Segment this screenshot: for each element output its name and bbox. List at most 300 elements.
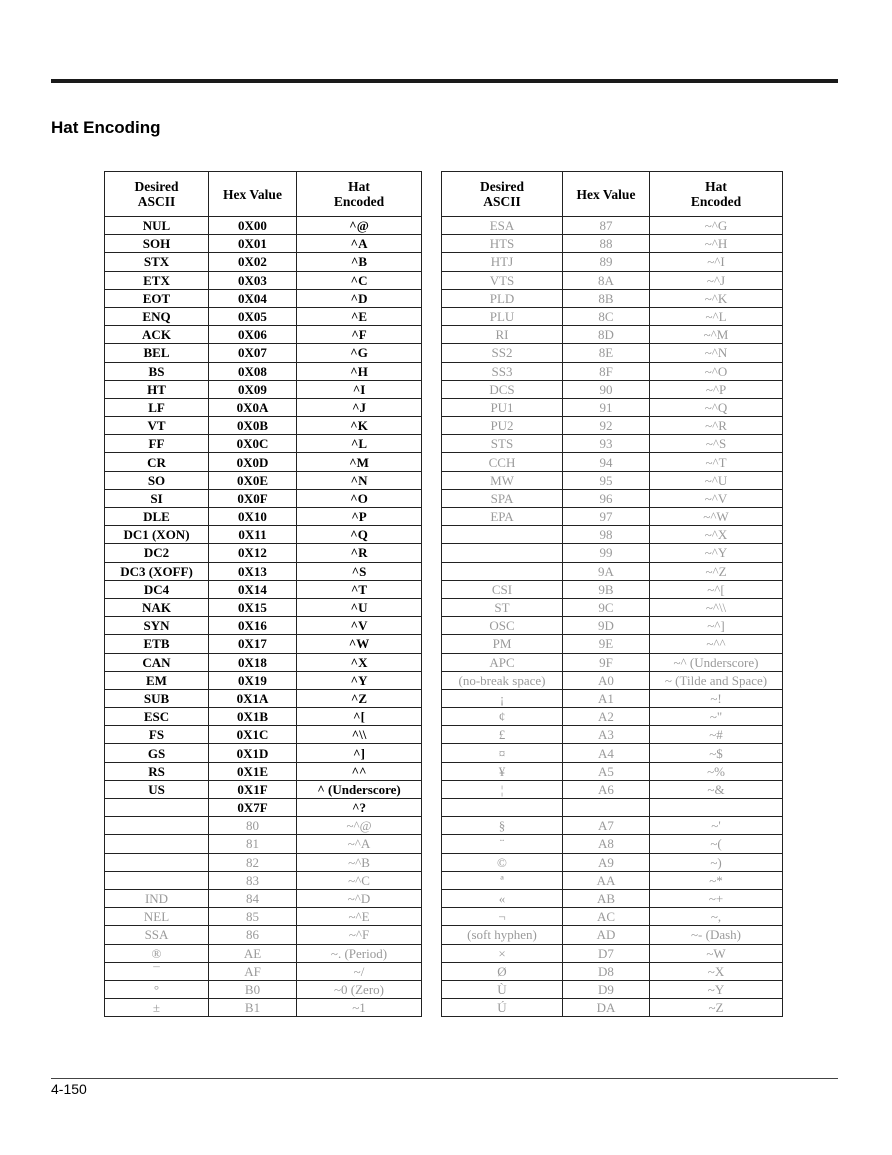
table-row [105,562,422,580]
hat-encoded-cell: ~! [650,689,783,707]
hex-value-cell: DA [563,999,650,1017]
table-row [105,762,422,780]
hat-encoded-cell: ~- (Dash) [650,926,783,944]
hat-encoded-cell: ~^G [650,217,783,235]
hex-value-cell: 80 [209,817,297,835]
hex-value-cell: AE [209,944,297,962]
desired-ascii-cell: NUL [105,217,209,235]
hat-encoded-cell: ~^\\ [650,598,783,616]
table-row [105,471,422,489]
hat-encoded-cell: ^X [297,653,422,671]
table-row [442,307,783,325]
desired-ascii-cell: ¦ [442,780,563,798]
desired-ascii-cell: (soft hyphen) [442,926,563,944]
hat-encoded-cell: ^@ [297,217,422,235]
hat-encoded-cell: ~^O [650,362,783,380]
table-row [105,598,422,616]
hat-encoded-cell: ^W [297,635,422,653]
desired-ascii-cell [105,817,209,835]
desired-ascii-cell: ESA [442,217,563,235]
table-row [442,526,783,544]
hex-value-cell: 81 [209,835,297,853]
table-row [442,889,783,907]
hat-encoded-cell: ~1 [297,999,422,1017]
hat-encoded-cell: ~^A [297,835,422,853]
desired-ascii-cell: BEL [105,344,209,362]
table-row [105,398,422,416]
hat-encoded-cell: ^Z [297,689,422,707]
table-row [105,526,422,544]
hat-encoded-cell: ^E [297,307,422,325]
desired-ascii-cell: (no-break space) [442,671,563,689]
table-row [105,307,422,325]
table-row [105,362,422,380]
desired-ascii-cell: DLE [105,508,209,526]
hat-encoded-cell: ~' [650,817,783,835]
hex-value-cell: 0X11 [209,526,297,544]
hex-value-cell: 9B [563,580,650,598]
hex-value-cell: 0X01 [209,235,297,253]
hex-value-cell: 88 [563,235,650,253]
desired-ascii-cell: STX [105,253,209,271]
hex-value-cell: 0X08 [209,362,297,380]
table-row [105,980,422,998]
desired-ascii-cell: « [442,889,563,907]
table-row [105,289,422,307]
hat-encoded-cell: ~, [650,908,783,926]
hex-value-cell: 0X14 [209,580,297,598]
desired-ascii-cell: DC2 [105,544,209,562]
desired-ascii-cell: ¡ [442,689,563,707]
desired-ascii-cell: DCS [442,380,563,398]
table-row [442,980,783,998]
desired-ascii-cell: NAK [105,598,209,616]
table-row [105,671,422,689]
table-row [105,835,422,853]
hat-encoded-cell: ~) [650,853,783,871]
hex-value-cell: 87 [563,217,650,235]
hex-value-cell: 0X7F [209,799,297,817]
hat-encoded-cell: ^\\ [297,726,422,744]
desired-ascii-cell: CR [105,453,209,471]
table-row [442,471,783,489]
hex-value-cell: 94 [563,453,650,471]
desired-ascii-cell: SS2 [442,344,563,362]
hat-encoding-table-left [104,171,422,1017]
hat-encoded-cell: ^G [297,344,422,362]
table-row [442,817,783,835]
hat-encoded-cell: ^[ [297,708,422,726]
table-row [442,635,783,653]
table-row [442,962,783,980]
hat-encoded-cell: ^F [297,326,422,344]
hex-value-cell: 0X18 [209,653,297,671]
hex-value-cell: 0X00 [209,217,297,235]
hex-value-cell: 99 [563,544,650,562]
desired-ascii-cell: SO [105,471,209,489]
desired-ascii-cell: US [105,780,209,798]
desired-ascii-cell [442,562,563,580]
hat-encoded-cell: ~^J [650,271,783,289]
hex-value-cell: 0X19 [209,671,297,689]
hex-value-cell: 0X10 [209,508,297,526]
table-row [105,417,422,435]
desired-ascii-cell: SSA [105,926,209,944]
column-header-desired-ascii: Desired ASCII [442,172,563,217]
hex-value-cell: 0X0D [209,453,297,471]
desired-ascii-cell: EM [105,671,209,689]
hex-value-cell: 0X13 [209,562,297,580]
hex-value-cell: 0X12 [209,544,297,562]
hat-encoded-cell: ^H [297,362,422,380]
desired-ascii-cell: NEL [105,908,209,926]
hat-encoded-cell: ^V [297,617,422,635]
hat-encoded-cell: ~^R [650,417,783,435]
hat-encoded-cell: ~Y [650,980,783,998]
hat-encoded-cell: ^? [297,799,422,817]
hat-encoded-cell: ^] [297,744,422,762]
hex-value-cell: 8E [563,344,650,362]
hat-encoded-cell: ~^^ [650,635,783,653]
table-row [442,762,783,780]
hex-value-cell: 0X0C [209,435,297,453]
hex-value-cell: AD [563,926,650,944]
table-row [442,944,783,962]
desired-ascii-cell: © [442,853,563,871]
table-row [442,489,783,507]
hex-value-cell: AA [563,871,650,889]
hex-value-cell: A3 [563,726,650,744]
desired-ascii-cell: HTS [442,235,563,253]
hex-value-cell: A7 [563,817,650,835]
desired-ascii-cell: SOH [105,235,209,253]
table-row [442,871,783,889]
table-row [442,344,783,362]
desired-ascii-cell: PU2 [442,417,563,435]
desired-ascii-cell: ENQ [105,307,209,325]
table-row [105,889,422,907]
table-row [105,271,422,289]
table-row [442,617,783,635]
hex-value-cell: AF [209,962,297,980]
table-row [105,817,422,835]
table-row [442,453,783,471]
desired-ascii-cell: PU1 [442,398,563,416]
hat-encoded-cell: ~^B [297,853,422,871]
desired-ascii-cell: ACK [105,326,209,344]
hex-value-cell: A0 [563,671,650,689]
table-row [442,744,783,762]
desired-ascii-cell: ¯ [105,962,209,980]
desired-ascii-cell: CSI [442,580,563,598]
desired-ascii-cell: DC4 [105,580,209,598]
hat-encoded-cell: ~^W [650,508,783,526]
hat-encoded-cell: ~^] [650,617,783,635]
column-header-desired-ascii: Desired ASCII [105,172,209,217]
hat-encoded-cell: ^D [297,289,422,307]
table-row [105,326,422,344]
hat-encoded-cell: ^R [297,544,422,562]
hex-value-cell: 96 [563,489,650,507]
desired-ascii-cell: PM [442,635,563,653]
hex-value-cell: A4 [563,744,650,762]
table-row [105,344,422,362]
desired-ascii-cell: ª [442,871,563,889]
desired-ascii-cell: FS [105,726,209,744]
desired-ascii-cell: FF [105,435,209,453]
table-row [442,653,783,671]
table-row [442,671,783,689]
column-header-hex-value: Hex Value [563,172,650,217]
hex-value-cell: 8B [563,289,650,307]
table-row [442,544,783,562]
hat-encoded-cell: ~( [650,835,783,853]
hat-encoded-cell: ~^C [297,871,422,889]
desired-ascii-cell: VT [105,417,209,435]
hex-value-cell: 0X0A [209,398,297,416]
desired-ascii-cell: OSC [442,617,563,635]
hex-value-cell: 90 [563,380,650,398]
hat-encoded-cell: ~^T [650,453,783,471]
table-row [105,962,422,980]
desired-ascii-cell: VTS [442,271,563,289]
hat-encoded-cell: ^Q [297,526,422,544]
hat-encoded-cell: ~* [650,871,783,889]
desired-ascii-cell: Ú [442,999,563,1017]
hat-encoded-cell: ~+ [650,889,783,907]
hex-value-cell: 85 [209,908,297,926]
hex-value-cell: 0X15 [209,598,297,616]
hex-value-cell: 98 [563,526,650,544]
page-number: 4-150 [51,1081,87,1097]
hex-value-cell: 84 [209,889,297,907]
table-row [442,362,783,380]
hat-encoded-cell: ~^M [650,326,783,344]
desired-ascii-cell [105,853,209,871]
column-header-hat-encoded: Hat Encoded [297,172,422,217]
hat-encoded-cell: ~$ [650,744,783,762]
desired-ascii-cell: ® [105,944,209,962]
desired-ascii-cell: Ø [442,962,563,980]
table-row [105,435,422,453]
hat-encoded-cell: ~" [650,708,783,726]
table-row [442,508,783,526]
desired-ascii-cell: £ [442,726,563,744]
hex-value-cell: 91 [563,398,650,416]
hat-encoded-cell: ~^E [297,908,422,926]
hat-encoded-cell: ~^Q [650,398,783,416]
hat-encoded-cell: ~% [650,762,783,780]
table-row [105,635,422,653]
desired-ascii-cell: ° [105,980,209,998]
hat-encoding-table-right [441,171,783,1017]
hat-encoded-cell: ~^S [650,435,783,453]
hex-value-cell: 0X03 [209,271,297,289]
desired-ascii-cell: PLD [442,289,563,307]
hex-value-cell: A2 [563,708,650,726]
hat-encoded-cell: ~^ (Underscore) [650,653,783,671]
desired-ascii-cell: IND [105,889,209,907]
table-row [105,926,422,944]
hex-value-cell: 0X06 [209,326,297,344]
desired-ascii-cell: ESC [105,708,209,726]
hex-value-cell: 92 [563,417,650,435]
hex-value-cell: 83 [209,871,297,889]
hat-encoded-cell: ~^L [650,307,783,325]
hex-value-cell: 97 [563,508,650,526]
hat-encoded-cell: ~^F [297,926,422,944]
table-row [105,380,422,398]
hex-value-cell: 9F [563,653,650,671]
table-row [105,508,422,526]
table-row [442,562,783,580]
table-row [442,598,783,616]
desired-ascii-cell: SI [105,489,209,507]
hat-encoded-cell: ~X [650,962,783,980]
hat-encoded-cell: ^M [297,453,422,471]
hat-encoded-cell: ^O [297,489,422,507]
hex-value-cell: 0X16 [209,617,297,635]
column-header-hex-value: Hex Value [209,172,297,217]
table-row [442,235,783,253]
hat-encoded-cell: ^U [297,598,422,616]
hex-value-cell: AC [563,908,650,926]
desired-ascii-cell: ¨ [442,835,563,853]
desired-ascii-cell: RI [442,326,563,344]
hat-encoded-cell: ^S [297,562,422,580]
table-row [105,217,422,235]
hat-encoded-cell: ^A [297,235,422,253]
desired-ascii-cell: LF [105,398,209,416]
desired-ascii-cell: MW [442,471,563,489]
desired-ascii-cell: PLU [442,307,563,325]
hex-value-cell: 0X0F [209,489,297,507]
hat-encoded-cell: ~. (Period) [297,944,422,962]
hex-value-cell: A1 [563,689,650,707]
hex-value-cell: 8C [563,307,650,325]
hex-value-cell: 0X1F [209,780,297,798]
desired-ascii-cell: RS [105,762,209,780]
hat-encoded-cell: ~W [650,944,783,962]
table-row [442,580,783,598]
desired-ascii-cell: GS [105,744,209,762]
hex-value-cell: 95 [563,471,650,489]
hex-value-cell: 0X05 [209,307,297,325]
desired-ascii-cell: CCH [442,453,563,471]
hat-encoded-cell: ^C [297,271,422,289]
table-row [105,617,422,635]
hat-encoded-cell: ~Z [650,999,783,1017]
desired-ascii-cell: HTJ [442,253,563,271]
hex-value-cell: 82 [209,853,297,871]
table-row [105,235,422,253]
table-row [442,799,783,817]
hat-encoded-cell: ~^U [650,471,783,489]
hex-value-cell: 0X17 [209,635,297,653]
table-row [105,253,422,271]
section-title: Hat Encoding [51,118,161,137]
hex-value-cell: 8F [563,362,650,380]
desired-ascii-cell: STS [442,435,563,453]
hat-encoded-cell: ^ (Underscore) [297,780,422,798]
desired-ascii-cell: HT [105,380,209,398]
hat-encoded-cell: ~# [650,726,783,744]
hex-value-cell: 0X0E [209,471,297,489]
desired-ascii-cell [105,871,209,889]
table-row [105,653,422,671]
hat-encoded-cell: ~^X [650,526,783,544]
table-row [442,726,783,744]
hat-encoded-cell: ~^H [650,235,783,253]
desired-ascii-cell: ¤ [442,744,563,762]
table-row [442,398,783,416]
table-body [442,217,783,1017]
hex-value-cell: 8D [563,326,650,344]
hat-encoded-cell: ~^P [650,380,783,398]
desired-ascii-cell [442,526,563,544]
hat-encoded-cell: ^B [297,253,422,271]
hex-value-cell: 9E [563,635,650,653]
desired-ascii-cell: APC [442,653,563,671]
column-header-hat-encoded: Hat Encoded [650,172,783,217]
hat-encoded-cell: ~^V [650,489,783,507]
desired-ascii-cell [442,544,563,562]
hex-value-cell: 9D [563,617,650,635]
hat-encoded-cell: ^P [297,508,422,526]
table-row [105,453,422,471]
table-header-row [105,172,422,217]
hex-value-cell: B1 [209,999,297,1017]
desired-ascii-cell: CAN [105,653,209,671]
hat-encoded-cell: ^N [297,471,422,489]
table-row [105,853,422,871]
table-row [442,835,783,853]
hex-value-cell: 86 [209,926,297,944]
hex-value-cell: B0 [209,980,297,998]
table-row [442,253,783,271]
hex-value-cell: A8 [563,835,650,853]
table-row [105,944,422,962]
desired-ascii-cell [105,835,209,853]
table-row [442,417,783,435]
table-row [442,271,783,289]
hat-encoded-cell: ~/ [297,962,422,980]
hex-value-cell: 0X02 [209,253,297,271]
hex-value-cell: A9 [563,853,650,871]
table-row [442,689,783,707]
hex-value-cell: 0X0B [209,417,297,435]
table-row [442,289,783,307]
table-row [105,489,422,507]
desired-ascii-cell: SUB [105,689,209,707]
table-row [105,726,422,744]
desired-ascii-cell: DC3 (XOFF) [105,562,209,580]
hat-encoded-cell: ~^K [650,289,783,307]
hex-value-cell: D9 [563,980,650,998]
hat-encoded-cell: ~ (Tilde and Space) [650,671,783,689]
hex-value-cell: 8A [563,271,650,289]
desired-ascii-cell: ETB [105,635,209,653]
footer-rule [51,1078,838,1079]
hat-encoded-cell: ~^[ [650,580,783,598]
hat-encoded-cell: ^K [297,417,422,435]
hat-encoded-cell: ^T [297,580,422,598]
top-rule [51,79,838,83]
table-row [442,326,783,344]
table-row [105,744,422,762]
hat-encoded-cell: ^L [297,435,422,453]
hat-encoded-cell: ~^Z [650,562,783,580]
